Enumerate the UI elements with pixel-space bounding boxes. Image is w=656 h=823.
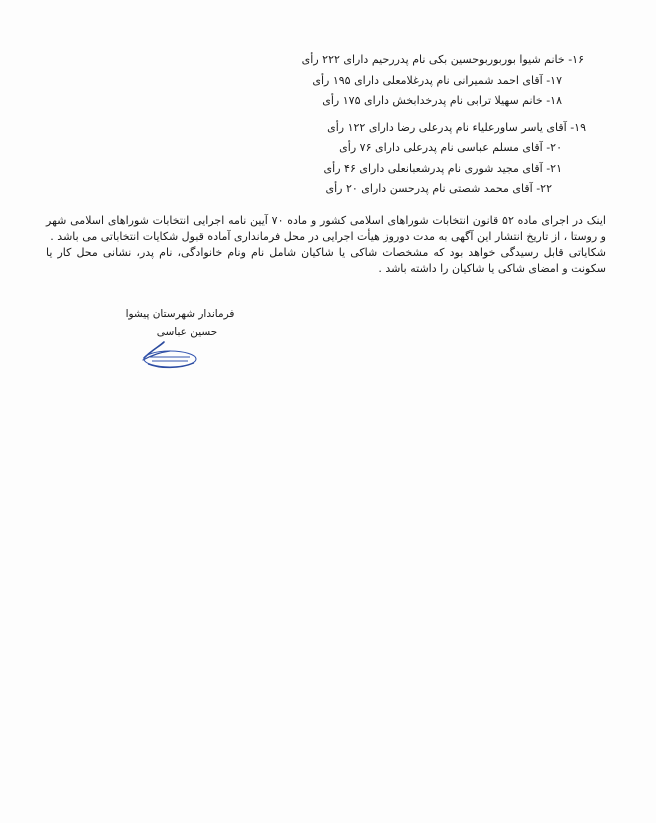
signatory-title: فرماندار شهرستان پیشوا [125, 308, 235, 320]
candidate-list [266, 50, 586, 200]
list-item: ۱۹- آقای یاسر ساورعلیاء نام پدرعلی رضا دارای ۱۲۲ رأی [327, 120, 586, 134]
list-item: ۲۲- آقای محمد شصتی نام پدرحسن دارای ۲۰ رأی [325, 182, 552, 195]
list-item: ۱۶- خانم شیوا بوربوربوحسین بکی نام پدررحیم دارای ۲۲۲ رأی [301, 53, 584, 66]
signature-stamp-icon [140, 340, 202, 370]
list-item: ۱۸- خانم سهیلا ترابی نام پدرخدابخش دارای ۱۷۵ رأی [322, 94, 562, 107]
notice-text [46, 213, 606, 277]
notice-paragraph-1: اینک در اجرای ماده ۵۲ قانون انتخابات شوراهای اسلامی کشور و ماده ۷۰ آیین نامه اجرایی انتخابات شوراهای اسلامی شهر و روستا ، از تاریخ انتشار این آگهی به مدت دوروز هیأت اجرایی در محل فرمانداری آماده قبول شکایات انتخاباتی می باشد . [46, 214, 606, 243]
signature-block [115, 305, 245, 341]
notice-paragraph-2: شکایاتی قابل رسیدگی خواهد بود که مشخصات شاکی یا شاکیان شامل نام ونام خانوادگی، نام پدر، نشانی محل کار یا سکونت و امضای شاکی یا شاکیان را داشته باشد . [46, 246, 606, 275]
list-item: ۲۰- آقای مسلم عباسی نام پدرعلی دارای ۷۶ رأی [339, 141, 562, 154]
signatory-name: حسین عباسی [156, 326, 218, 338]
list-item: ۲۱- آقای مجید شوری نام پدرشعبانعلی دارای ۴۶ رأی [323, 161, 562, 175]
list-item: ۱۷- آقای احمد شمیرانی نام پدرغلامعلی دارای ۱۹۵ رأی [312, 73, 562, 87]
